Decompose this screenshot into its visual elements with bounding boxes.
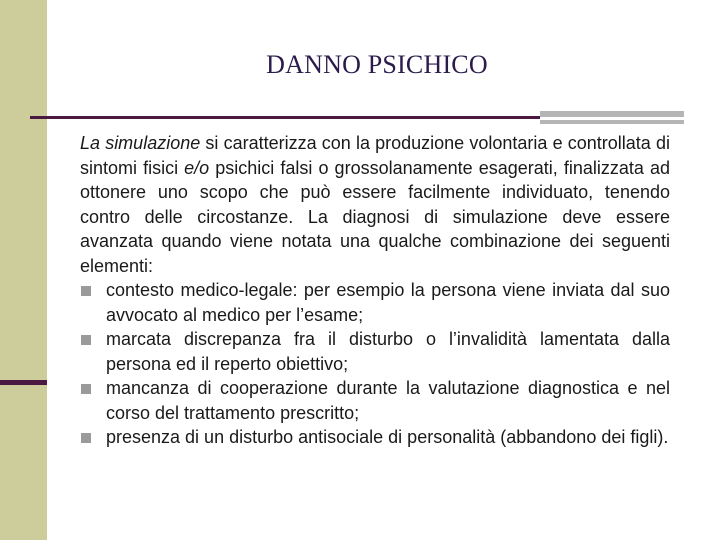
- list-item-text: contesto medico-legale: per esempio la persona viene inviata dal suo avvocato al medico per l’esame;: [106, 280, 670, 325]
- slide-body: [80, 131, 670, 450]
- square-bullet-icon: [81, 433, 91, 443]
- left-decorative-band: [0, 0, 47, 540]
- square-bullet-icon: [81, 335, 91, 345]
- square-bullet-icon: [81, 384, 91, 394]
- slide-title: DANNO PSICHICO: [266, 50, 488, 79]
- intro-text-a: si caratterizza con la produzione volontaria e controllata di sintomi fisici: [80, 133, 670, 178]
- list-item: [80, 425, 670, 450]
- intro-text-b: psichici falsi o grossolanamente esagerati, finalizzata ad ottonere uno scopo che può essere facilmente individuato, tenendo contro delle circostanze. La diagnosi di simulazione deve essere avanzata quando viene notata una qualche combinazione dei seguenti elementi:: [80, 157, 670, 276]
- list-item: [80, 278, 670, 327]
- list-item-text: presenza di un disturbo antisociale di personalità (abbandono dei figli).: [106, 427, 669, 447]
- list-item: [80, 327, 670, 376]
- list-item: [80, 376, 670, 425]
- intro-paragraph: [80, 131, 670, 278]
- gray-accent-bar-bottom: [540, 120, 684, 124]
- intro-lead-italic: La simulazione: [80, 133, 201, 153]
- intro-mid-italic: e/o: [184, 157, 210, 178]
- gray-accent-bar-top: [540, 111, 684, 117]
- sidebar-accent-bar: [0, 380, 47, 385]
- title-underline: [30, 116, 540, 119]
- list-item-text: marcata discrepanza fra il disturbo o l’invalidità lamentata dalla persona ed il reperto obiettivo;: [106, 329, 670, 374]
- criteria-list: [80, 278, 670, 450]
- list-item-text: mancanza di cooperazione durante la valutazione diagnostica e nel corso del trattamento prescritto;: [106, 378, 670, 423]
- square-bullet-icon: [81, 286, 91, 296]
